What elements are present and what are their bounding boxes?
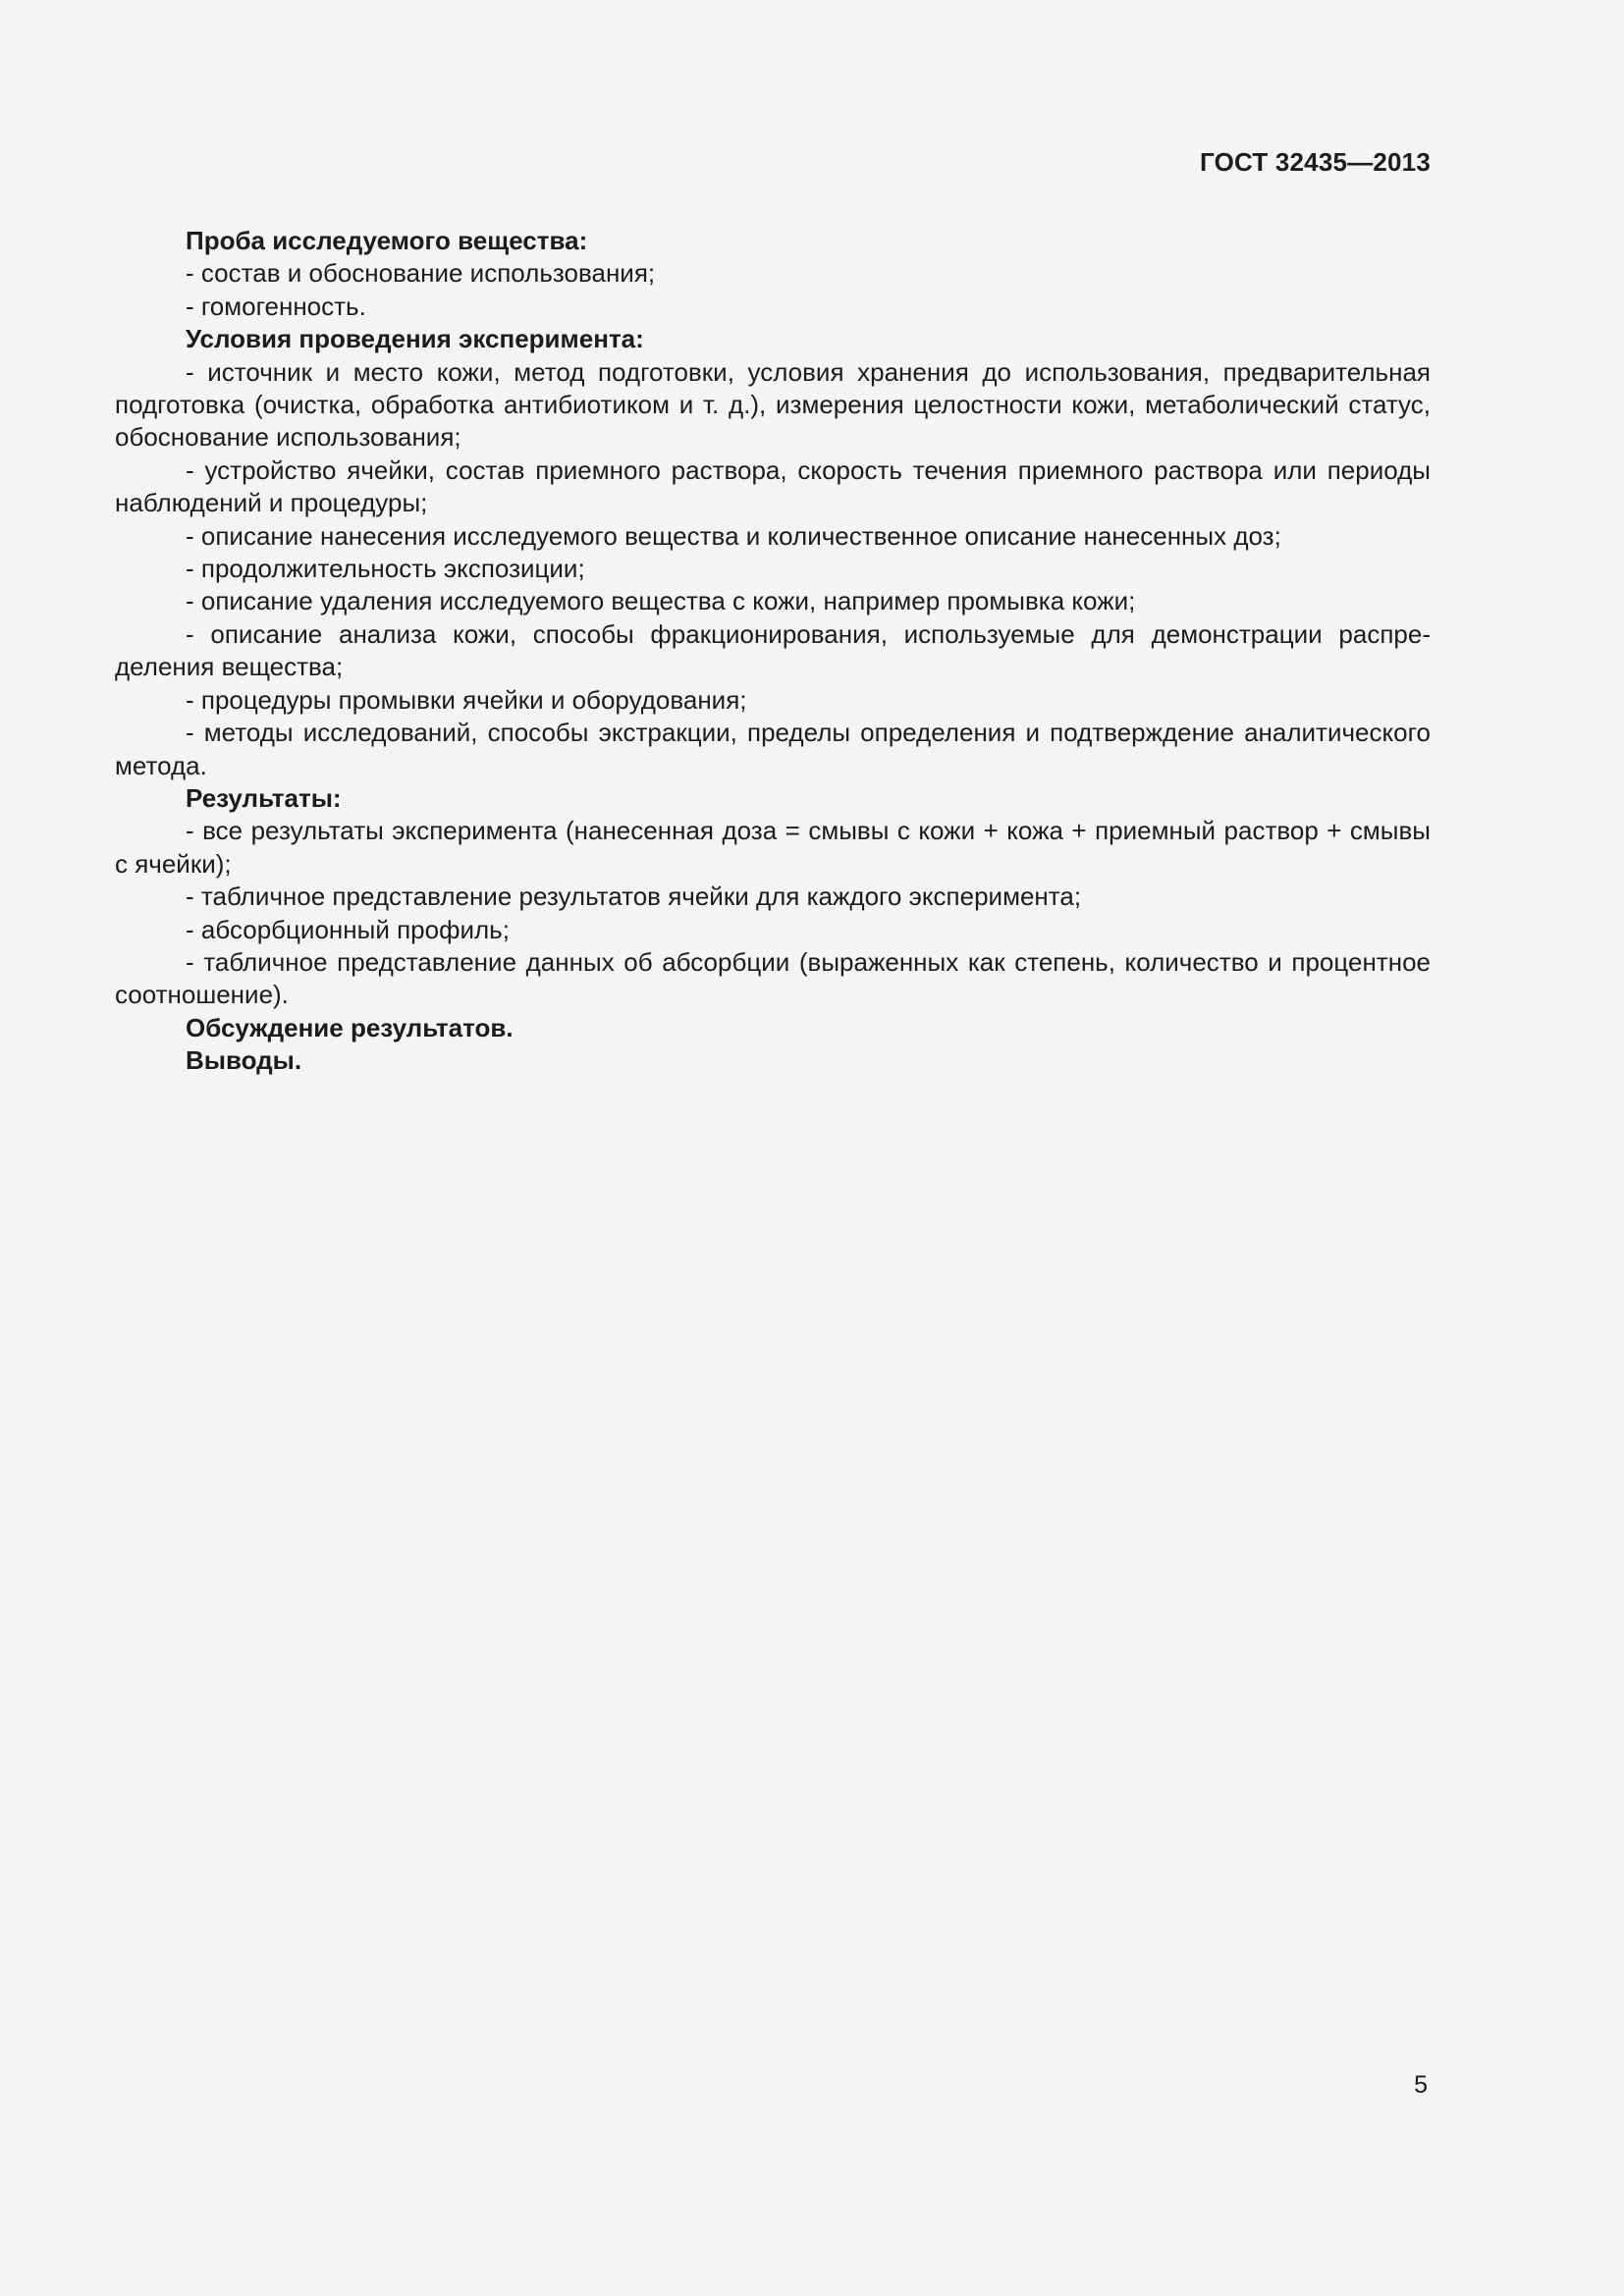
section-heading-results: Результаты: — [186, 782, 342, 813]
list-item: - процедуры промывки ячейки и оборудования; — [186, 684, 747, 715]
list-item: - табличное представление данных об абсорбции (выраженных как степень, количество и процентное соотношение). — [115, 946, 1431, 1010]
section-heading-sample: Проба исследуемого вещества: — [186, 226, 588, 255]
list-item: - источник и место кожи, метод подготовки, условия хранения до использования, предварительная подготовка (очистка, обработка антибиотиком и т. д.), измерения целостности кожи, метаболический статус, обоснование использования; — [115, 356, 1431, 453]
section-heading-conclusions: Выводы. — [186, 1045, 302, 1076]
section-heading-discussion: Обсуждение результатов. — [186, 1012, 514, 1042]
list-item: - продолжительность экспозиции; — [186, 554, 585, 584]
list-item: - все результаты эксперимента (нанесенная доза = смывы с кожи + кожа + приемный раствор + смывы с ячейки); — [115, 816, 1431, 879]
list-item: - состав и обоснование использования; — [186, 258, 656, 289]
list-item: - методы исследований, способы экстракции, пределы определения и подтверждение аналитического метода. — [115, 718, 1431, 780]
list-item: - гомогенность. — [186, 291, 366, 321]
document-body — [115, 225, 1431, 1078]
page-number: 5 — [1414, 2071, 1428, 2099]
list-item: - описание нанесения исследуемого вещества и количественное описание нанесенных доз; — [186, 520, 1281, 551]
list-item: - описание анализа кожи, способы фракционирования, используемые для демонстрации распределения вещества; — [115, 618, 1431, 682]
section-heading-conditions: Условия проведения эксперимента: — [186, 324, 644, 354]
list-item: - абсорбционный профиль; — [186, 914, 510, 944]
list-item: - устройство ячейки, состав приемного раствора, скорость течения приемного раствора или периоды наблюдений и процедуры; — [115, 454, 1431, 518]
list-item: - табличное представление результатов ячейки для каждого эксперимента; — [186, 881, 1082, 912]
document-code-header: ГОСТ 32435—2013 — [1200, 147, 1431, 177]
list-item: - описание удаления исследуемого вещества с кожи, например промывка кожи; — [186, 586, 1136, 616]
